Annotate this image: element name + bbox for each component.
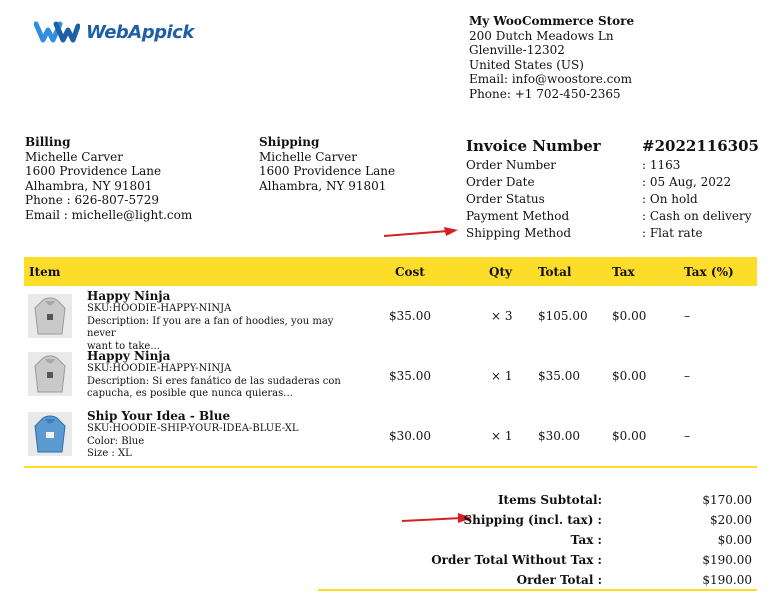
billing-name: Michelle Carver bbox=[25, 149, 123, 164]
shipping-heading: Shipping bbox=[259, 135, 320, 149]
store-phone: Phone: +1 702-450-2365 bbox=[469, 86, 621, 101]
row-qty: × 3 bbox=[491, 309, 513, 323]
header-tax: Tax bbox=[612, 265, 635, 279]
totals-row bbox=[300, 530, 752, 550]
row-tax: $0.00 bbox=[612, 309, 647, 323]
product-description: Description: Si eres fanático de las sudaderas con bbox=[87, 375, 341, 387]
invoice-number-row bbox=[466, 137, 766, 157]
product-thumbnail bbox=[28, 412, 72, 456]
grey-hoodie-image bbox=[33, 354, 67, 394]
product-description: Description: If you are a fan of hoodies, you may never bbox=[87, 315, 334, 339]
store-name: My WooCommerce Store bbox=[469, 14, 635, 28]
shipping-total-label: Shipping (incl. tax) : bbox=[463, 513, 602, 527]
table-row bbox=[24, 406, 757, 466]
totals-row bbox=[300, 550, 752, 570]
row-tax-pct: – bbox=[684, 309, 690, 323]
order-total-value: $190.00 bbox=[702, 573, 752, 587]
shipping-total-value: $20.00 bbox=[710, 513, 752, 527]
store-country: United States (US) bbox=[469, 57, 584, 72]
tax-total-label: Tax : bbox=[570, 533, 602, 547]
store-email: Email: info@woostore.com bbox=[469, 72, 632, 86]
order-number-row bbox=[466, 157, 766, 174]
table-bottom-divider bbox=[24, 466, 757, 468]
table-row bbox=[24, 346, 757, 406]
billing-address bbox=[25, 135, 192, 222]
total-without-tax-label: Order Total Without Tax : bbox=[431, 553, 602, 567]
product-description-cont: want to take... bbox=[87, 340, 160, 352]
order-date-row bbox=[466, 174, 766, 191]
product-sku: SKU:HOODIE-HAPPY-NINJA bbox=[87, 363, 232, 374]
totals-row bbox=[300, 570, 752, 590]
shipping-method-row bbox=[466, 225, 766, 242]
product-size: Size : XL bbox=[87, 448, 132, 459]
row-cost: $35.00 bbox=[389, 369, 431, 383]
shipping-name: Michelle Carver bbox=[259, 149, 357, 164]
product-name: Ship Your Idea - Blue bbox=[87, 409, 231, 423]
shipping-address bbox=[259, 135, 395, 193]
row-total: $35.00 bbox=[538, 369, 580, 383]
row-cost: $30.00 bbox=[389, 429, 431, 443]
order-total-label: Order Total : bbox=[516, 573, 602, 587]
invoice-details bbox=[466, 137, 766, 242]
product-name: Happy Ninja bbox=[87, 349, 171, 363]
product-thumbnail bbox=[28, 352, 72, 396]
totals-row bbox=[300, 490, 752, 510]
store-address-line2: Glenville-12302 bbox=[469, 43, 565, 57]
tax-total-value: $0.00 bbox=[717, 533, 752, 547]
row-tax-pct: – bbox=[684, 429, 690, 443]
order-number-label: Order Number bbox=[466, 158, 557, 172]
header-qty: Qty bbox=[489, 265, 512, 279]
shipping-method-value: : Flat rate bbox=[642, 226, 703, 240]
order-status-value: : On hold bbox=[642, 192, 698, 206]
billing-street: 1600 Providence Lane bbox=[25, 164, 162, 178]
row-qty: × 1 bbox=[491, 369, 513, 383]
billing-city: Alhambra, NY 91801 bbox=[25, 178, 153, 193]
order-date-value: : 05 Aug, 2022 bbox=[642, 175, 732, 189]
total-without-tax-value: $190.00 bbox=[702, 553, 752, 567]
row-tax: $0.00 bbox=[612, 429, 647, 443]
shipping-city: Alhambra, NY 91801 bbox=[259, 178, 387, 193]
items-subtotal-label: Items Subtotal: bbox=[497, 493, 602, 507]
product-description-cont: capucha, es posible que nunca quieras... bbox=[87, 388, 293, 399]
product-info bbox=[87, 349, 362, 401]
row-qty: × 1 bbox=[491, 429, 513, 443]
items-table bbox=[24, 257, 757, 466]
row-tax: $0.00 bbox=[612, 369, 647, 383]
table-header bbox=[24, 257, 757, 286]
shipping-street: 1600 Providence Lane bbox=[259, 164, 396, 178]
shipping-method-label: Shipping Method bbox=[466, 226, 572, 240]
product-sku: SKU:HOODIE-SHIP-YOUR-IDEA-BLUE-XL bbox=[87, 423, 299, 434]
product-info bbox=[87, 289, 362, 353]
row-cost: $35.00 bbox=[389, 309, 431, 323]
order-status-label: Order Status bbox=[466, 192, 545, 206]
header-total: Total bbox=[538, 265, 572, 279]
header-item: Item bbox=[29, 265, 61, 279]
row-tax-pct: – bbox=[684, 369, 690, 383]
billing-heading: Billing bbox=[25, 135, 71, 149]
product-info bbox=[87, 409, 362, 461]
header-tax-pct: Tax (%) bbox=[684, 265, 734, 279]
invoice-number-label: Invoice Number bbox=[466, 137, 601, 155]
order-date-label: Order Date bbox=[466, 175, 535, 189]
blue-hoodie-image bbox=[33, 414, 67, 454]
product-sku: SKU:HOODIE-HAPPY-NINJA bbox=[87, 303, 232, 314]
order-totals bbox=[300, 490, 752, 590]
totals-row bbox=[300, 510, 752, 530]
store-info bbox=[469, 14, 634, 101]
company-logo bbox=[34, 20, 194, 44]
row-total: $105.00 bbox=[538, 309, 588, 323]
invoice-number-value: #2022116305 bbox=[642, 137, 759, 155]
row-total: $30.00 bbox=[538, 429, 580, 443]
grey-hoodie-image bbox=[33, 296, 67, 336]
product-thumbnail bbox=[28, 294, 72, 338]
order-status-row bbox=[466, 191, 766, 208]
totals-bottom-divider bbox=[318, 589, 757, 591]
header-cost: Cost bbox=[395, 265, 425, 279]
billing-email: Email : michelle@light.com bbox=[25, 207, 193, 222]
payment-method-value: : Cash on delivery bbox=[642, 209, 752, 223]
table-row bbox=[24, 286, 757, 352]
store-address-line1: 200 Dutch Meadows Ln bbox=[469, 28, 614, 43]
payment-method-label: Payment Method bbox=[466, 209, 570, 223]
items-subtotal-value: $170.00 bbox=[702, 493, 752, 507]
billing-phone: Phone : 626-807-5729 bbox=[25, 193, 159, 207]
product-name: Happy Ninja bbox=[87, 289, 171, 303]
logo-text: WebAppick bbox=[86, 21, 194, 43]
payment-method-row bbox=[466, 208, 766, 225]
red-arrow-icon bbox=[382, 226, 462, 240]
product-color: Color: Blue bbox=[87, 435, 145, 447]
webappick-logo-icon bbox=[34, 20, 80, 44]
order-number-value: : 1163 bbox=[642, 158, 681, 172]
